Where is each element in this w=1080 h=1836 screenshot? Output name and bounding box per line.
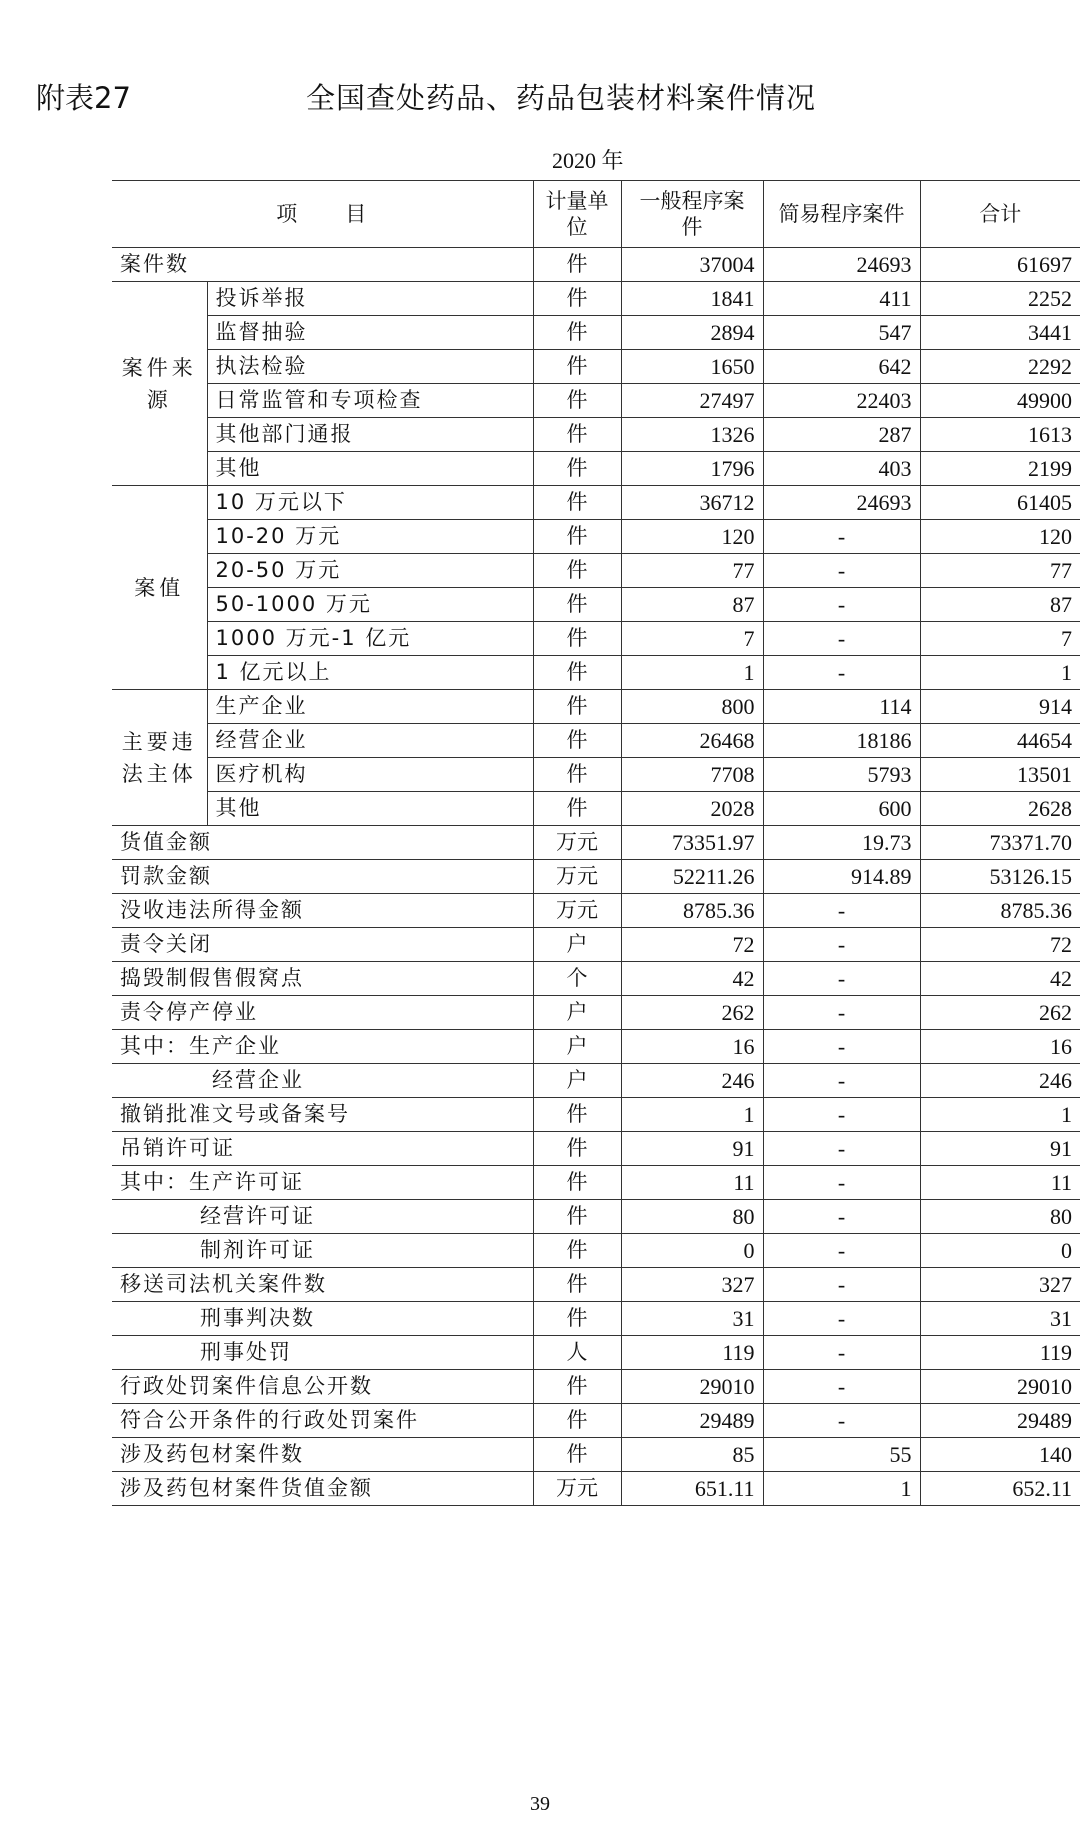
row-label: 吊销许可证 [112, 1132, 533, 1166]
row-total: 2628 [920, 792, 1080, 826]
row-total: 7 [920, 622, 1080, 656]
row-general: 1 [621, 656, 763, 690]
row-label: 20-50 万元 [207, 554, 533, 588]
row-total: 2292 [920, 350, 1080, 384]
row-unit: 万元 [533, 860, 621, 894]
row-total: 8785.36 [920, 894, 1080, 928]
row-general: 800 [621, 690, 763, 724]
row-unit: 件 [533, 350, 621, 384]
row-label: 其中：生产许可证 [112, 1166, 533, 1200]
row-simple: 600 [763, 792, 920, 826]
table-header-row [112, 181, 1080, 248]
column-header-simple: 简易程序案件 [763, 181, 920, 248]
row-general: 16 [621, 1030, 763, 1064]
row-general: 87 [621, 588, 763, 622]
row-label: 其他 [207, 452, 533, 486]
row-label: 投诉举报 [207, 282, 533, 316]
row-simple: - [763, 928, 920, 962]
table-row [112, 316, 1080, 350]
row-simple: - [763, 656, 920, 690]
page-title: 全国查处药品、药品包装材料案件情况 [306, 81, 817, 115]
row-unit: 件 [533, 554, 621, 588]
row-simple: - [763, 1370, 920, 1404]
row-unit: 件 [533, 452, 621, 486]
table-row [112, 724, 1080, 758]
row-total: 44654 [920, 724, 1080, 758]
row-unit: 户 [533, 1064, 621, 1098]
row-simple: - [763, 894, 920, 928]
row-simple: 24693 [763, 248, 920, 282]
page-header [36, 78, 1080, 118]
table-row [112, 1064, 1080, 1098]
table-row [112, 1234, 1080, 1268]
row-unit: 件 [533, 792, 621, 826]
row-total: 119 [920, 1336, 1080, 1370]
row-label: 责令关闭 [112, 928, 533, 962]
row-unit: 件 [533, 724, 621, 758]
table-row [112, 1336, 1080, 1370]
row-total: 0 [920, 1234, 1080, 1268]
row-total: 327 [920, 1268, 1080, 1302]
row-general: 29010 [621, 1370, 763, 1404]
table-row [112, 1166, 1080, 1200]
row-unit: 件 [533, 1438, 621, 1472]
row-unit: 件 [533, 282, 621, 316]
table-row [112, 1030, 1080, 1064]
row-unit: 件 [533, 1234, 621, 1268]
row-total: 16 [920, 1030, 1080, 1064]
table-row [112, 792, 1080, 826]
row-simple: - [763, 1132, 920, 1166]
row-unit: 户 [533, 1030, 621, 1064]
row-label: 1000 万元-1 亿元 [207, 622, 533, 656]
row-general: 120 [621, 520, 763, 554]
row-label: 其他 [207, 792, 533, 826]
table-row [112, 520, 1080, 554]
row-total: 246 [920, 1064, 1080, 1098]
row-unit: 万元 [533, 826, 621, 860]
table-row [112, 282, 1080, 316]
row-general: 1796 [621, 452, 763, 486]
table-row [112, 248, 1080, 282]
row-label: 移送司法机关案件数 [112, 1268, 533, 1302]
row-general: 26468 [621, 724, 763, 758]
row-total: 80 [920, 1200, 1080, 1234]
row-simple: 22403 [763, 384, 920, 418]
row-total: 49900 [920, 384, 1080, 418]
row-unit: 件 [533, 622, 621, 656]
row-simple: 287 [763, 418, 920, 452]
row-label: 其他部门通报 [207, 418, 533, 452]
row-general: 7708 [621, 758, 763, 792]
row-general: 37004 [621, 248, 763, 282]
row-unit: 件 [533, 1404, 621, 1438]
row-simple: - [763, 622, 920, 656]
table-year: 2020 年 [552, 148, 624, 173]
row-unit: 万元 [533, 1472, 621, 1506]
row-general: 73351.97 [621, 826, 763, 860]
row-label: 涉及药包材案件数 [112, 1438, 533, 1472]
row-label: 责令停产停业 [112, 996, 533, 1030]
row-label: 符合公开条件的行政处罚案件 [112, 1404, 533, 1438]
table-row [112, 996, 1080, 1030]
table-row [112, 1370, 1080, 1404]
table-row [112, 758, 1080, 792]
table-row [112, 928, 1080, 962]
row-general: 80 [621, 1200, 763, 1234]
row-simple: - [763, 1404, 920, 1438]
row-simple: 411 [763, 282, 920, 316]
row-total: 1 [920, 1098, 1080, 1132]
row-general: 29489 [621, 1404, 763, 1438]
row-general: 77 [621, 554, 763, 588]
row-simple: 403 [763, 452, 920, 486]
table-number: 附表27 [36, 81, 131, 115]
row-unit: 户 [533, 996, 621, 1030]
row-total: 140 [920, 1438, 1080, 1472]
row-total: 262 [920, 996, 1080, 1030]
row-label: 经营许可证 [112, 1200, 533, 1234]
table-row [112, 384, 1080, 418]
row-simple: - [763, 520, 920, 554]
row-unit: 件 [533, 1370, 621, 1404]
row-label: 生产企业 [207, 690, 533, 724]
row-total: 652.11 [920, 1472, 1080, 1506]
table-row [112, 350, 1080, 384]
row-simple: 24693 [763, 486, 920, 520]
row-unit: 件 [533, 520, 621, 554]
table-row [112, 826, 1080, 860]
row-total: 73371.70 [920, 826, 1080, 860]
table-row [112, 962, 1080, 996]
row-general: 85 [621, 1438, 763, 1472]
row-label: 执法检验 [207, 350, 533, 384]
row-unit: 件 [533, 1268, 621, 1302]
column-header-total: 合计 [920, 181, 1080, 248]
row-label: 行政处罚案件信息公开数 [112, 1370, 533, 1404]
row-general: 72 [621, 928, 763, 962]
column-header-unit: 计量单位 [533, 181, 621, 248]
row-general: 2028 [621, 792, 763, 826]
row-total: 87 [920, 588, 1080, 622]
row-total: 914 [920, 690, 1080, 724]
table-row [112, 1438, 1080, 1472]
row-simple: 547 [763, 316, 920, 350]
table-row [112, 452, 1080, 486]
table-row [112, 418, 1080, 452]
row-unit: 件 [533, 656, 621, 690]
row-simple: - [763, 1166, 920, 1200]
row-general: 1326 [621, 418, 763, 452]
row-label: 罚款金额 [112, 860, 533, 894]
row-label: 10-20 万元 [207, 520, 533, 554]
row-simple: 19.73 [763, 826, 920, 860]
row-total: 120 [920, 520, 1080, 554]
page-number: 39 [530, 1793, 550, 1815]
table-row [112, 656, 1080, 690]
row-simple: 642 [763, 350, 920, 384]
row-general: 11 [621, 1166, 763, 1200]
table-row [112, 1404, 1080, 1438]
row-unit: 件 [533, 316, 621, 350]
row-general: 327 [621, 1268, 763, 1302]
row-total: 1613 [920, 418, 1080, 452]
row-total: 29010 [920, 1370, 1080, 1404]
row-simple: - [763, 1336, 920, 1370]
row-unit: 个 [533, 962, 621, 996]
row-total: 91 [920, 1132, 1080, 1166]
row-total: 3441 [920, 316, 1080, 350]
row-unit: 户 [533, 928, 621, 962]
table-row [112, 1200, 1080, 1234]
row-total: 53126.15 [920, 860, 1080, 894]
row-label: 没收违法所得金额 [112, 894, 533, 928]
row-general: 1841 [621, 282, 763, 316]
row-total: 2199 [920, 452, 1080, 486]
row-simple: 1 [763, 1472, 920, 1506]
row-simple: - [763, 1200, 920, 1234]
row-label: 案件数 [112, 248, 533, 282]
row-total: 72 [920, 928, 1080, 962]
row-total: 77 [920, 554, 1080, 588]
group-label-source: 案件来源 [112, 282, 207, 486]
row-general: 52211.26 [621, 860, 763, 894]
row-total: 31 [920, 1302, 1080, 1336]
row-general: 31 [621, 1302, 763, 1336]
row-unit: 万元 [533, 894, 621, 928]
row-simple: - [763, 588, 920, 622]
row-label: 日常监管和专项检查 [207, 384, 533, 418]
column-header-item: 项 目 [112, 181, 533, 248]
row-label: 10 万元以下 [207, 486, 533, 520]
row-unit: 件 [533, 1200, 621, 1234]
table-row [112, 1268, 1080, 1302]
row-general: 262 [621, 996, 763, 1030]
table-row [112, 1302, 1080, 1336]
row-total: 13501 [920, 758, 1080, 792]
row-unit: 件 [533, 1166, 621, 1200]
row-label: 刑事处罚 [112, 1336, 533, 1370]
group-label-subject: 主要违法主体 [112, 690, 207, 826]
row-general: 651.11 [621, 1472, 763, 1506]
table-row [112, 894, 1080, 928]
row-unit: 件 [533, 690, 621, 724]
statistics-table [112, 180, 1080, 1506]
table-row [112, 486, 1080, 520]
row-label: 1 亿元以上 [207, 656, 533, 690]
row-simple: - [763, 962, 920, 996]
row-label: 刑事判决数 [112, 1302, 533, 1336]
row-general: 0 [621, 1234, 763, 1268]
row-simple: 914.89 [763, 860, 920, 894]
row-label: 监督抽验 [207, 316, 533, 350]
row-general: 7 [621, 622, 763, 656]
row-general: 27497 [621, 384, 763, 418]
table-row [112, 588, 1080, 622]
row-simple: - [763, 1234, 920, 1268]
group-label-value: 案值 [112, 486, 207, 690]
row-general: 91 [621, 1132, 763, 1166]
row-simple: 18186 [763, 724, 920, 758]
row-label: 医疗机构 [207, 758, 533, 792]
row-total: 1 [920, 656, 1080, 690]
row-label: 制剂许可证 [112, 1234, 533, 1268]
row-simple: - [763, 1098, 920, 1132]
row-unit: 件 [533, 1098, 621, 1132]
row-simple: - [763, 1030, 920, 1064]
row-label: 捣毁制假售假窝点 [112, 962, 533, 996]
row-simple: - [763, 1302, 920, 1336]
row-unit: 件 [533, 384, 621, 418]
row-unit: 件 [533, 248, 621, 282]
row-general: 42 [621, 962, 763, 996]
row-label: 撤销批准文号或备案号 [112, 1098, 533, 1132]
row-unit: 件 [533, 588, 621, 622]
row-simple: 55 [763, 1438, 920, 1472]
row-general: 119 [621, 1336, 763, 1370]
row-label: 货值金额 [112, 826, 533, 860]
table-row [112, 554, 1080, 588]
row-total: 29489 [920, 1404, 1080, 1438]
row-total: 61405 [920, 486, 1080, 520]
table-row [112, 860, 1080, 894]
row-unit: 件 [533, 1302, 621, 1336]
row-general: 1 [621, 1098, 763, 1132]
table-row [112, 1132, 1080, 1166]
row-unit: 件 [533, 486, 621, 520]
row-total: 2252 [920, 282, 1080, 316]
row-total: 11 [920, 1166, 1080, 1200]
table-row [112, 1098, 1080, 1132]
row-label: 其中：生产企业 [112, 1030, 533, 1064]
table-row [112, 622, 1080, 656]
row-simple: - [763, 1064, 920, 1098]
row-label: 经营企业 [112, 1064, 533, 1098]
table-row [112, 690, 1080, 724]
row-simple: - [763, 996, 920, 1030]
table-row [112, 1472, 1080, 1506]
row-general: 246 [621, 1064, 763, 1098]
row-simple: - [763, 1268, 920, 1302]
row-unit: 件 [533, 758, 621, 792]
row-unit: 件 [533, 1132, 621, 1166]
row-label: 涉及药包材案件货值金额 [112, 1472, 533, 1506]
row-general: 8785.36 [621, 894, 763, 928]
row-simple: 5793 [763, 758, 920, 792]
row-simple: 114 [763, 690, 920, 724]
row-general: 2894 [621, 316, 763, 350]
row-total: 42 [920, 962, 1080, 996]
row-label: 50-1000 万元 [207, 588, 533, 622]
row-unit: 件 [533, 418, 621, 452]
row-unit: 人 [533, 1336, 621, 1370]
column-header-general: 一般程序案件 [621, 181, 763, 248]
row-general: 36712 [621, 486, 763, 520]
row-simple: - [763, 554, 920, 588]
row-label: 经营企业 [207, 724, 533, 758]
row-total: 61697 [920, 248, 1080, 282]
row-general: 1650 [621, 350, 763, 384]
